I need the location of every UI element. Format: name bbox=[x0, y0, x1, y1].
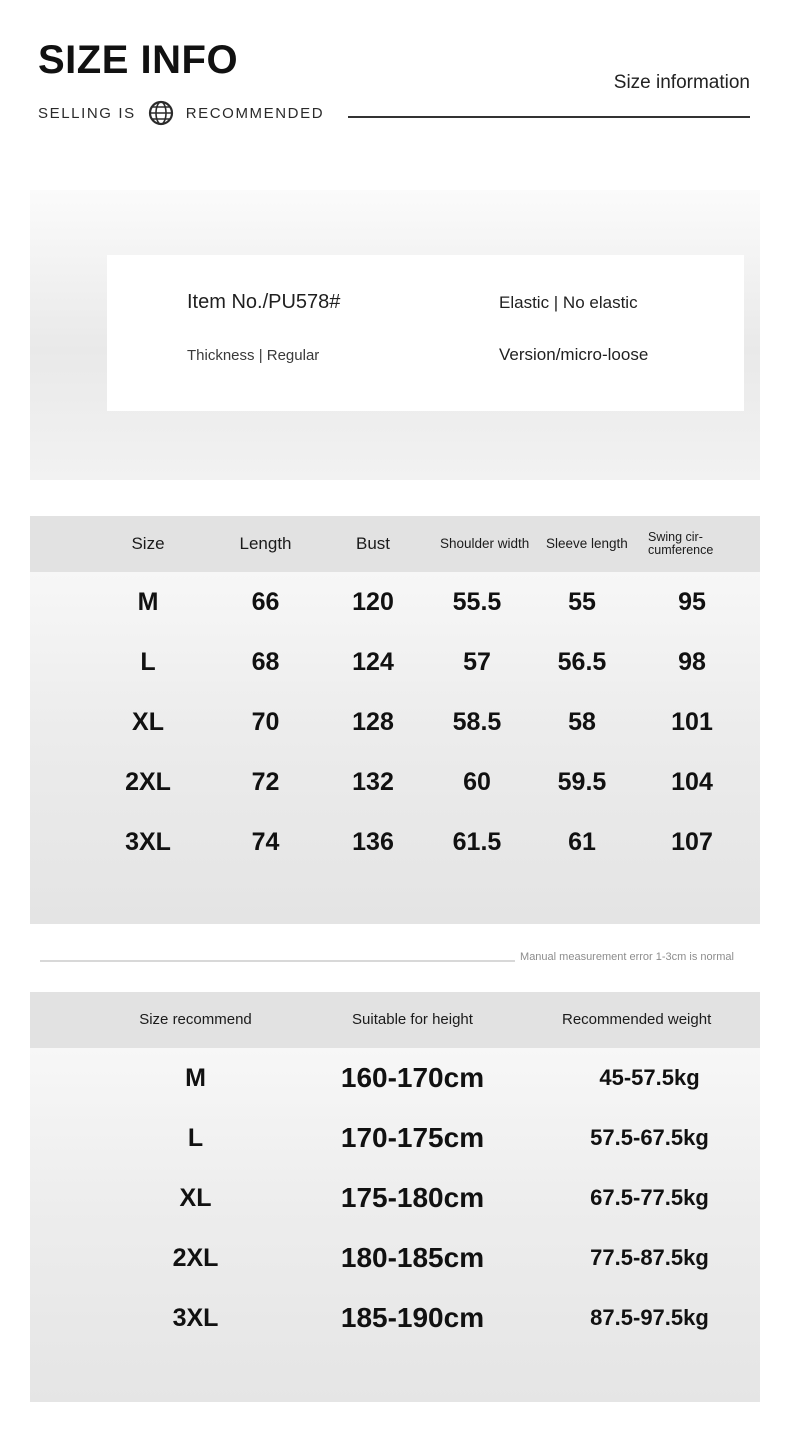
recommend-col-header-size: Size recommend bbox=[139, 1010, 252, 1028]
info-band bbox=[30, 190, 760, 480]
cell-size: 3XL bbox=[125, 827, 171, 856]
table-row bbox=[30, 692, 760, 752]
cell-bust: 120 bbox=[352, 587, 394, 616]
cell-bust: 132 bbox=[352, 767, 394, 796]
header-right-text: Size information bbox=[613, 72, 750, 93]
cell-bust: 124 bbox=[352, 647, 394, 676]
info-elastic: Elastic | No elastic bbox=[499, 293, 638, 312]
table-row bbox=[30, 812, 760, 872]
size-table-header-row bbox=[30, 516, 760, 572]
info-version: Version/micro-loose bbox=[499, 345, 649, 364]
cell-size: 2XL bbox=[125, 767, 171, 796]
cell-swing-circumference: 101 bbox=[671, 707, 713, 736]
cell-bust: 136 bbox=[352, 827, 394, 856]
cell-shoulder-width: 58.5 bbox=[452, 707, 502, 736]
table-row bbox=[30, 572, 760, 632]
cell-size: XL bbox=[179, 1183, 212, 1212]
size-col-header-size: Size bbox=[131, 533, 165, 553]
size-recommend-table bbox=[30, 992, 760, 1402]
cell-shoulder-width: 61.5 bbox=[452, 827, 502, 856]
recommend-col-header-height: Suitable for height bbox=[352, 1010, 473, 1028]
cell-sleeve-length: 59.5 bbox=[557, 767, 607, 796]
header-divider bbox=[348, 116, 750, 118]
table-row bbox=[30, 1048, 760, 1108]
cell-sleeve-length: 58 bbox=[568, 707, 596, 736]
cell-shoulder-width: 60 bbox=[463, 767, 491, 796]
cell-height: 180-185cm bbox=[340, 1242, 485, 1273]
size-col-header-sleeve-length: Sleeve length bbox=[546, 535, 628, 551]
cell-size: 3XL bbox=[172, 1303, 219, 1332]
cell-length: 72 bbox=[251, 767, 280, 796]
subline-left-word: SELLING IS bbox=[38, 104, 136, 122]
size-measurement-table bbox=[30, 516, 760, 924]
product-info-card bbox=[107, 255, 744, 411]
cell-shoulder-width: 55.5 bbox=[452, 587, 502, 616]
size-col-header-length: Length bbox=[239, 533, 292, 553]
cell-height: 185-190cm bbox=[340, 1302, 485, 1333]
table-row bbox=[30, 1108, 760, 1168]
subline-right-word: RECOMMENDED bbox=[185, 104, 325, 122]
page-title: SIZE INFO bbox=[38, 38, 239, 82]
recommend-table-body bbox=[30, 1048, 760, 1402]
table-row bbox=[30, 1228, 760, 1288]
size-col-header-shoulder-width: Shoulder width bbox=[440, 535, 530, 551]
cell-swing-circumference: 107 bbox=[671, 827, 713, 856]
cell-size: XL bbox=[132, 707, 164, 736]
size-col-header-bust: Bust bbox=[355, 533, 391, 553]
cell-length: 74 bbox=[251, 827, 280, 856]
cell-weight: 45-57.5kg bbox=[599, 1065, 700, 1090]
info-item-no: Item No./PU578# bbox=[187, 291, 341, 313]
cell-weight: 77.5-87.5kg bbox=[590, 1245, 709, 1270]
size-col-header-swing-circumference: Swing cir-cumference bbox=[648, 529, 714, 557]
measurement-note-row bbox=[30, 948, 760, 974]
cell-length: 70 bbox=[251, 707, 280, 736]
cell-swing-circumference: 95 bbox=[678, 587, 706, 616]
cell-height: 170-175cm bbox=[340, 1122, 485, 1153]
measurement-note: Manual measurement error 1-3cm is normal bbox=[520, 951, 734, 963]
info-thickness: Thickness | Regular bbox=[187, 347, 320, 364]
cell-weight: 67.5-77.5kg bbox=[590, 1185, 709, 1210]
cell-swing-circumference: 98 bbox=[678, 647, 706, 676]
table-row bbox=[30, 752, 760, 812]
cell-sleeve-length: 55 bbox=[568, 587, 596, 616]
header-subline bbox=[38, 100, 324, 126]
cell-weight: 87.5-97.5kg bbox=[590, 1305, 709, 1330]
cell-length: 66 bbox=[251, 587, 280, 616]
cell-sleeve-length: 61 bbox=[568, 827, 596, 856]
table-row bbox=[30, 1168, 760, 1228]
recommend-table-header-row bbox=[30, 992, 760, 1048]
table-row bbox=[30, 632, 760, 692]
cell-height: 175-180cm bbox=[340, 1182, 485, 1213]
cell-sleeve-length: 56.5 bbox=[557, 647, 607, 676]
page-header bbox=[0, 0, 790, 160]
cell-weight: 57.5-67.5kg bbox=[590, 1125, 709, 1150]
cell-size: M bbox=[137, 587, 159, 616]
size-table-body bbox=[30, 572, 760, 924]
cell-size: 2XL bbox=[172, 1243, 219, 1272]
cell-bust: 128 bbox=[352, 707, 394, 736]
recommend-col-header-weight: Recommended weight bbox=[562, 1010, 712, 1028]
note-divider bbox=[40, 960, 515, 962]
cell-swing-circumference: 104 bbox=[671, 767, 713, 796]
cell-length: 68 bbox=[251, 647, 280, 676]
cell-size: L bbox=[140, 647, 156, 676]
globe-icon bbox=[148, 100, 174, 126]
table-row bbox=[30, 1288, 760, 1348]
cell-shoulder-width: 57 bbox=[463, 647, 491, 676]
cell-height: 160-170cm bbox=[340, 1062, 485, 1093]
cell-size: M bbox=[185, 1063, 206, 1092]
cell-size: L bbox=[187, 1123, 204, 1152]
